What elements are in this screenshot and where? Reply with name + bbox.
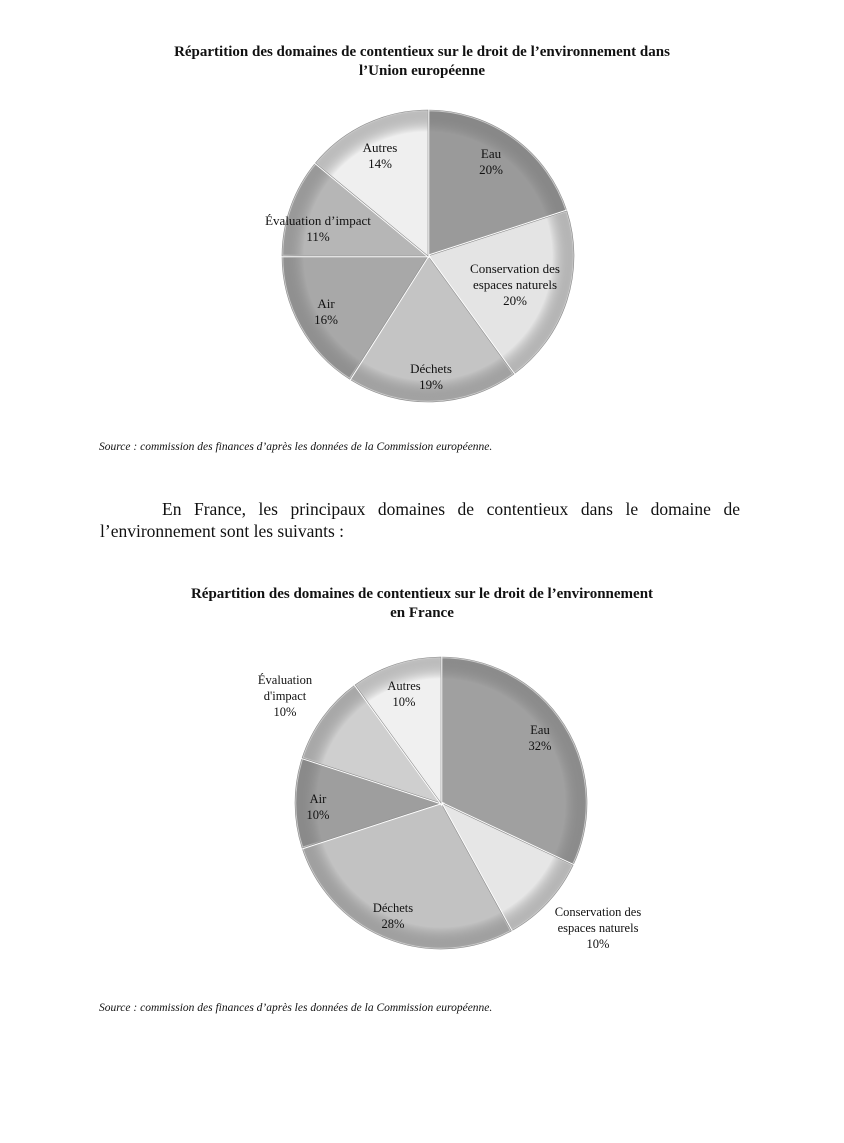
data-label-air: Air 16% [314, 296, 338, 327]
data-label-autres: Autres 14% [362, 140, 398, 171]
chart2-source: Source : commission des finances d’après les données de la Commission européenne. [99, 1002, 493, 1014]
data-label-dechets: Déchets 19% [410, 361, 452, 392]
data-label-conservation-des-espaces-naturels: Conservation des espaces naturels 20% [470, 261, 560, 308]
data-label-evaluation-d-impact: Évaluation d’impact 11% [265, 213, 371, 244]
data-label-eau: Eau 32% [528, 723, 552, 753]
chart1-source: Source : commission des finances d’après les données de la Commission européenne. [99, 441, 493, 453]
data-label-autres: Autres 10% [387, 679, 421, 709]
chart1-title-line1: Répartition des domaines de contentieux sur le droit de l’environnement dans [174, 44, 670, 60]
chart2-title-line2: en France [390, 605, 454, 621]
data-label-eau: Eau 20% [479, 146, 503, 177]
data-label-evaluation-d-impact: Évaluation d'impact 10% [257, 673, 313, 719]
data-label-air: Air 10% [306, 792, 330, 822]
data-label-conservation-des-espaces-naturels: Conservation des espaces naturels 10% [554, 905, 642, 951]
body-paragraph-text: En France, les principaux domaines de contentieux dans le domaine de l’environnement sont les suivants : [100, 499, 740, 541]
chart1-title-line2: l’Union européenne [359, 63, 485, 79]
chart2-title-line1: Répartition des domaines de contentieux sur le droit de l’environnement [190, 586, 654, 602]
data-label-dechets: Déchets 28% [372, 901, 414, 931]
